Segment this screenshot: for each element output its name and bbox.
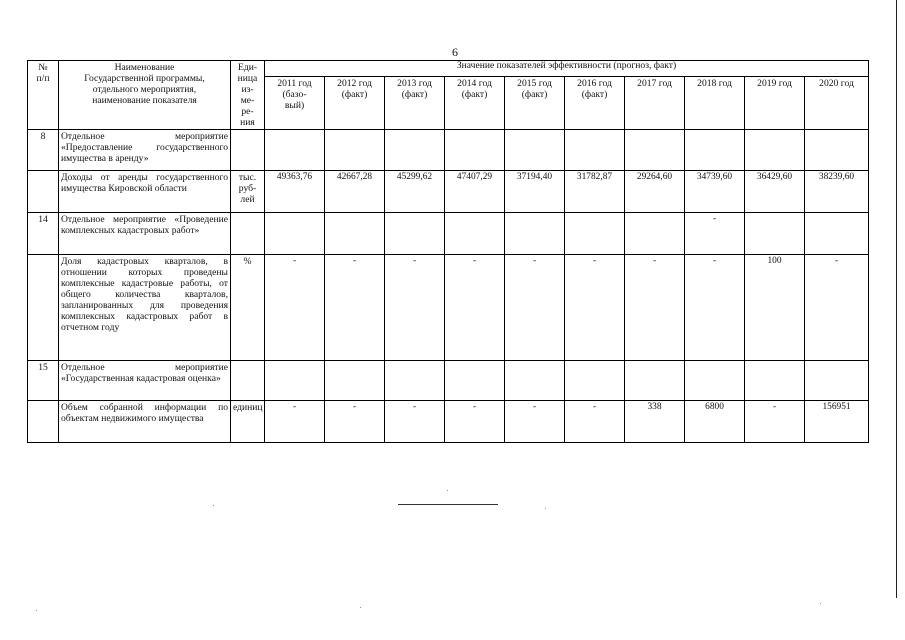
row-number: 14 — [28, 213, 59, 255]
value-cell: - — [325, 255, 385, 361]
value-cell — [805, 361, 869, 401]
scan-speck — [545, 508, 546, 509]
value-cell — [685, 361, 745, 401]
value-cell: - — [685, 255, 745, 361]
value-cell — [265, 130, 325, 171]
value-cell: 338 — [625, 401, 685, 443]
indicators-table — [27, 60, 869, 443]
value-cell — [505, 361, 565, 401]
value-cell: 45299,62 — [385, 171, 445, 213]
row-name: Доля кадастровых кварталов, в отношении которых проведены комплексные кадастровые работы, от общего количества кварталов, запланированных для проведения комплексных кадастровых работ в отчетном году — [59, 255, 231, 361]
header-number: № п/п — [28, 61, 59, 130]
value-cell — [625, 361, 685, 401]
row-number: 8 — [28, 130, 59, 171]
scan-speck — [36, 610, 37, 611]
value-cell: 6800 — [685, 401, 745, 443]
page-edge-line — [896, 0, 897, 598]
row-number: 15 — [28, 361, 59, 401]
scan-speck — [360, 607, 361, 608]
header-year: 2012 год (факт) — [325, 77, 385, 130]
header-year: 2018 год — [685, 77, 745, 130]
row-name: Отдельное мероприятие «Предоставление государственного имущества в аренду» — [59, 130, 231, 171]
value-cell: - — [265, 255, 325, 361]
row-number — [28, 255, 59, 361]
value-cell — [265, 213, 325, 255]
header-row-group — [28, 61, 869, 77]
value-cell — [565, 130, 625, 171]
value-cell: - — [805, 255, 869, 361]
value-cell — [445, 361, 505, 401]
value-cell — [565, 213, 625, 255]
value-cell — [625, 213, 685, 255]
value-cell: - — [385, 255, 445, 361]
row-unit — [231, 361, 265, 401]
header-year: 2016 год (факт) — [565, 77, 625, 130]
header-year: 2019 год — [745, 77, 805, 130]
value-cell: 156951 — [805, 401, 869, 443]
value-cell: 47407,29 — [445, 171, 505, 213]
value-cell: 37194,40 — [505, 171, 565, 213]
value-cell — [445, 213, 505, 255]
value-cell — [325, 213, 385, 255]
row-name: Отдельное мероприятие «Государственная кадастровая оценка» — [59, 361, 231, 401]
value-cell — [805, 213, 869, 255]
value-cell — [385, 130, 445, 171]
table-row — [28, 255, 869, 361]
table-row — [28, 361, 869, 401]
page-number: 6 — [452, 45, 458, 59]
value-cell: - — [685, 213, 745, 255]
value-cell — [745, 130, 805, 171]
value-cell — [625, 130, 685, 171]
header-unit: Еди- ница из- ме- ре- ния — [231, 61, 265, 130]
header-name: Наименование Государственной программы, отдельного мероприятия, наименование показателя — [59, 61, 231, 130]
value-cell: 34739,60 — [685, 171, 745, 213]
value-cell: - — [385, 401, 445, 443]
value-cell — [325, 130, 385, 171]
header-year: 2013 год (факт) — [385, 77, 445, 130]
row-unit: % — [231, 255, 265, 361]
value-cell: 36429,60 — [745, 171, 805, 213]
scan-speck — [213, 505, 214, 506]
row-unit: единиц — [231, 401, 265, 443]
value-cell: - — [565, 401, 625, 443]
scan-speck — [820, 603, 821, 604]
value-cell: 29264,60 — [625, 171, 685, 213]
table-row — [28, 171, 869, 213]
value-cell: 100 — [745, 255, 805, 361]
value-cell — [565, 361, 625, 401]
row-number — [28, 401, 59, 443]
row-name: Отдельное мероприятие «Проведение комплексных кадастровых работ» — [59, 213, 231, 255]
header-values-group: Значение показателей эффективности (прогноз, факт) — [265, 61, 869, 77]
table-row — [28, 213, 869, 255]
header-year: 2014 год (факт) — [445, 77, 505, 130]
value-cell: 31782,87 — [565, 171, 625, 213]
header-year: 2020 год — [805, 77, 869, 130]
value-cell — [805, 130, 869, 171]
scan-speck — [447, 490, 448, 491]
value-cell: - — [745, 401, 805, 443]
row-name: Доходы от аренды государственного имущества Кировской области — [59, 171, 231, 213]
value-cell — [745, 213, 805, 255]
closing-rule — [398, 504, 498, 505]
value-cell — [385, 361, 445, 401]
value-cell: - — [445, 401, 505, 443]
value-cell — [505, 213, 565, 255]
value-cell — [685, 130, 745, 171]
value-cell — [385, 213, 445, 255]
value-cell — [325, 361, 385, 401]
value-cell: - — [325, 401, 385, 443]
value-cell: - — [265, 401, 325, 443]
value-cell: 42667,28 — [325, 171, 385, 213]
value-cell: - — [625, 255, 685, 361]
value-cell: - — [505, 255, 565, 361]
header-year: 2017 год — [625, 77, 685, 130]
row-number — [28, 171, 59, 213]
row-name: Объем собранной информации по объектам недвижимого имущества — [59, 401, 231, 443]
row-unit — [231, 213, 265, 255]
table-row — [28, 130, 869, 171]
row-unit — [231, 130, 265, 171]
value-cell — [265, 361, 325, 401]
value-cell: - — [445, 255, 505, 361]
table-row — [28, 401, 869, 443]
value-cell — [445, 130, 505, 171]
value-cell: 38239,60 — [805, 171, 869, 213]
value-cell — [745, 361, 805, 401]
value-cell: - — [565, 255, 625, 361]
header-year: 2015 год (факт) — [505, 77, 565, 130]
row-unit: тыс. руб-лей — [231, 171, 265, 213]
value-cell: 49363,76 — [265, 171, 325, 213]
value-cell: - — [505, 401, 565, 443]
value-cell — [505, 130, 565, 171]
header-year: 2011 год (базо- вый) — [265, 77, 325, 130]
